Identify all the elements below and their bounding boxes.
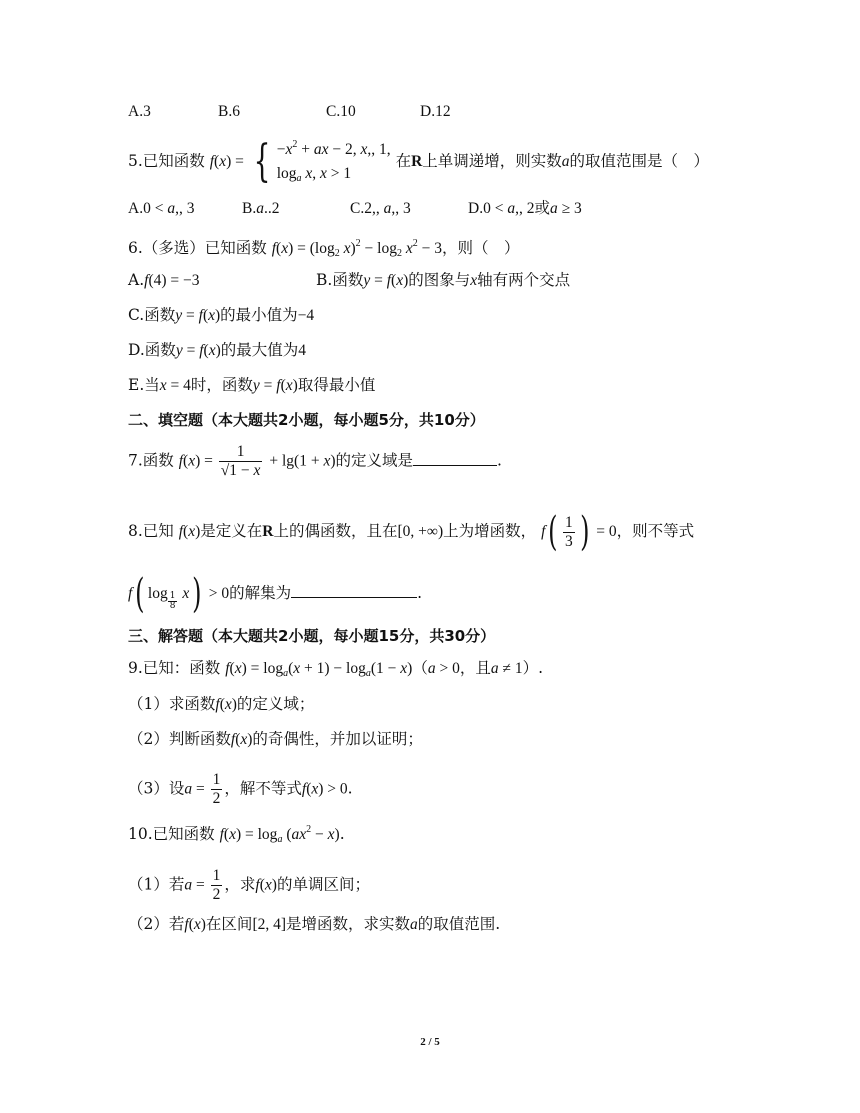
q4-option-d: D.12 [420,103,451,120]
q10-sub-1: （1）若a = $\frac{1}{2}$ ，求f(x)的单调区间； [128,867,370,903]
question-8: 8.已知 f(x)是定义在R上的偶函数，且在[0, +∞)上为增函数， f( $\frac{1}{3}$ ) = 0，则不等式 [128,509,695,555]
question-8-continued: f( log $\frac{1}{8}$ x) > 0的解集为 . [128,571,423,617]
section-3-heading: 三、解答题（本大题共2小题，每小题15分，共30分） [128,627,496,645]
q6-option-c: C.函数y = f(x)的最小值为−4 [128,306,315,324]
q4-option-b: B.6 [218,103,240,120]
question-5: 5.已知函数 f(x) = { $-x^2$ + ax − 2, x,, 1, $\log_a x$, x > 1 在R上单调递增，则实数a的取值范围是（ ） [128,133,709,191]
q7-answer-blank[interactable] [413,451,497,466]
q4-option-c: C.10 [326,103,356,120]
q9-sub-3: （3）设a = $\frac{1}{2}$ ，解不等式f(x) > 0. [128,771,353,807]
q10-sub-2: （2）若f(x)在区间[2, 4]是增函数，求实数a的取值范围. [128,915,501,933]
question-9: 9.已知：函数 $f(x) = \log_a(x + 1) - \log_a(1 - x)(a > 0$，且a ≠ 1）. [128,659,544,679]
q5-brace: { [253,136,271,187]
section-2-heading: 二、填空题（本大题共2小题，每小题5分，共10分） [128,411,485,429]
q7-fraction: $\frac{1}{√1 - x}$ [220,443,261,479]
q5-cases: $-x^2$ + ax − 2, x,, 1, $\log_a x$, x > 1 [276,139,391,184]
q9-sub-1: （1）求函数f(x)的定义域； [128,695,315,713]
question-7: 7.函数 f(x) = $\frac{1}{√1 - x}$ + lg(1 + x)的定义域是 . [128,443,502,479]
q6-option-e: E.当x = 4时，函数y = f(x)取得最小值 [128,376,376,394]
page-number: 2 / 5 [420,1036,440,1048]
q6-option-d: D.函数y = f(x)的最大值为4 [128,341,307,359]
question-6: 6.（多选）已知函数 $f(x) = (\log_2$ $x)^2 - \log_2 x^2 - 3$，则（ ） [128,238,520,259]
q4-option-a: A.3 [128,103,151,120]
q9-sub-2: （2）判断函数f(x)的奇偶性，并加以证明； [128,730,423,748]
question-10: 10.已知函数 $f(x) = \log_a (ax^2 - x)$. [128,824,345,845]
q5-formula: f [209,153,215,170]
q8-answer-blank[interactable] [291,583,417,598]
